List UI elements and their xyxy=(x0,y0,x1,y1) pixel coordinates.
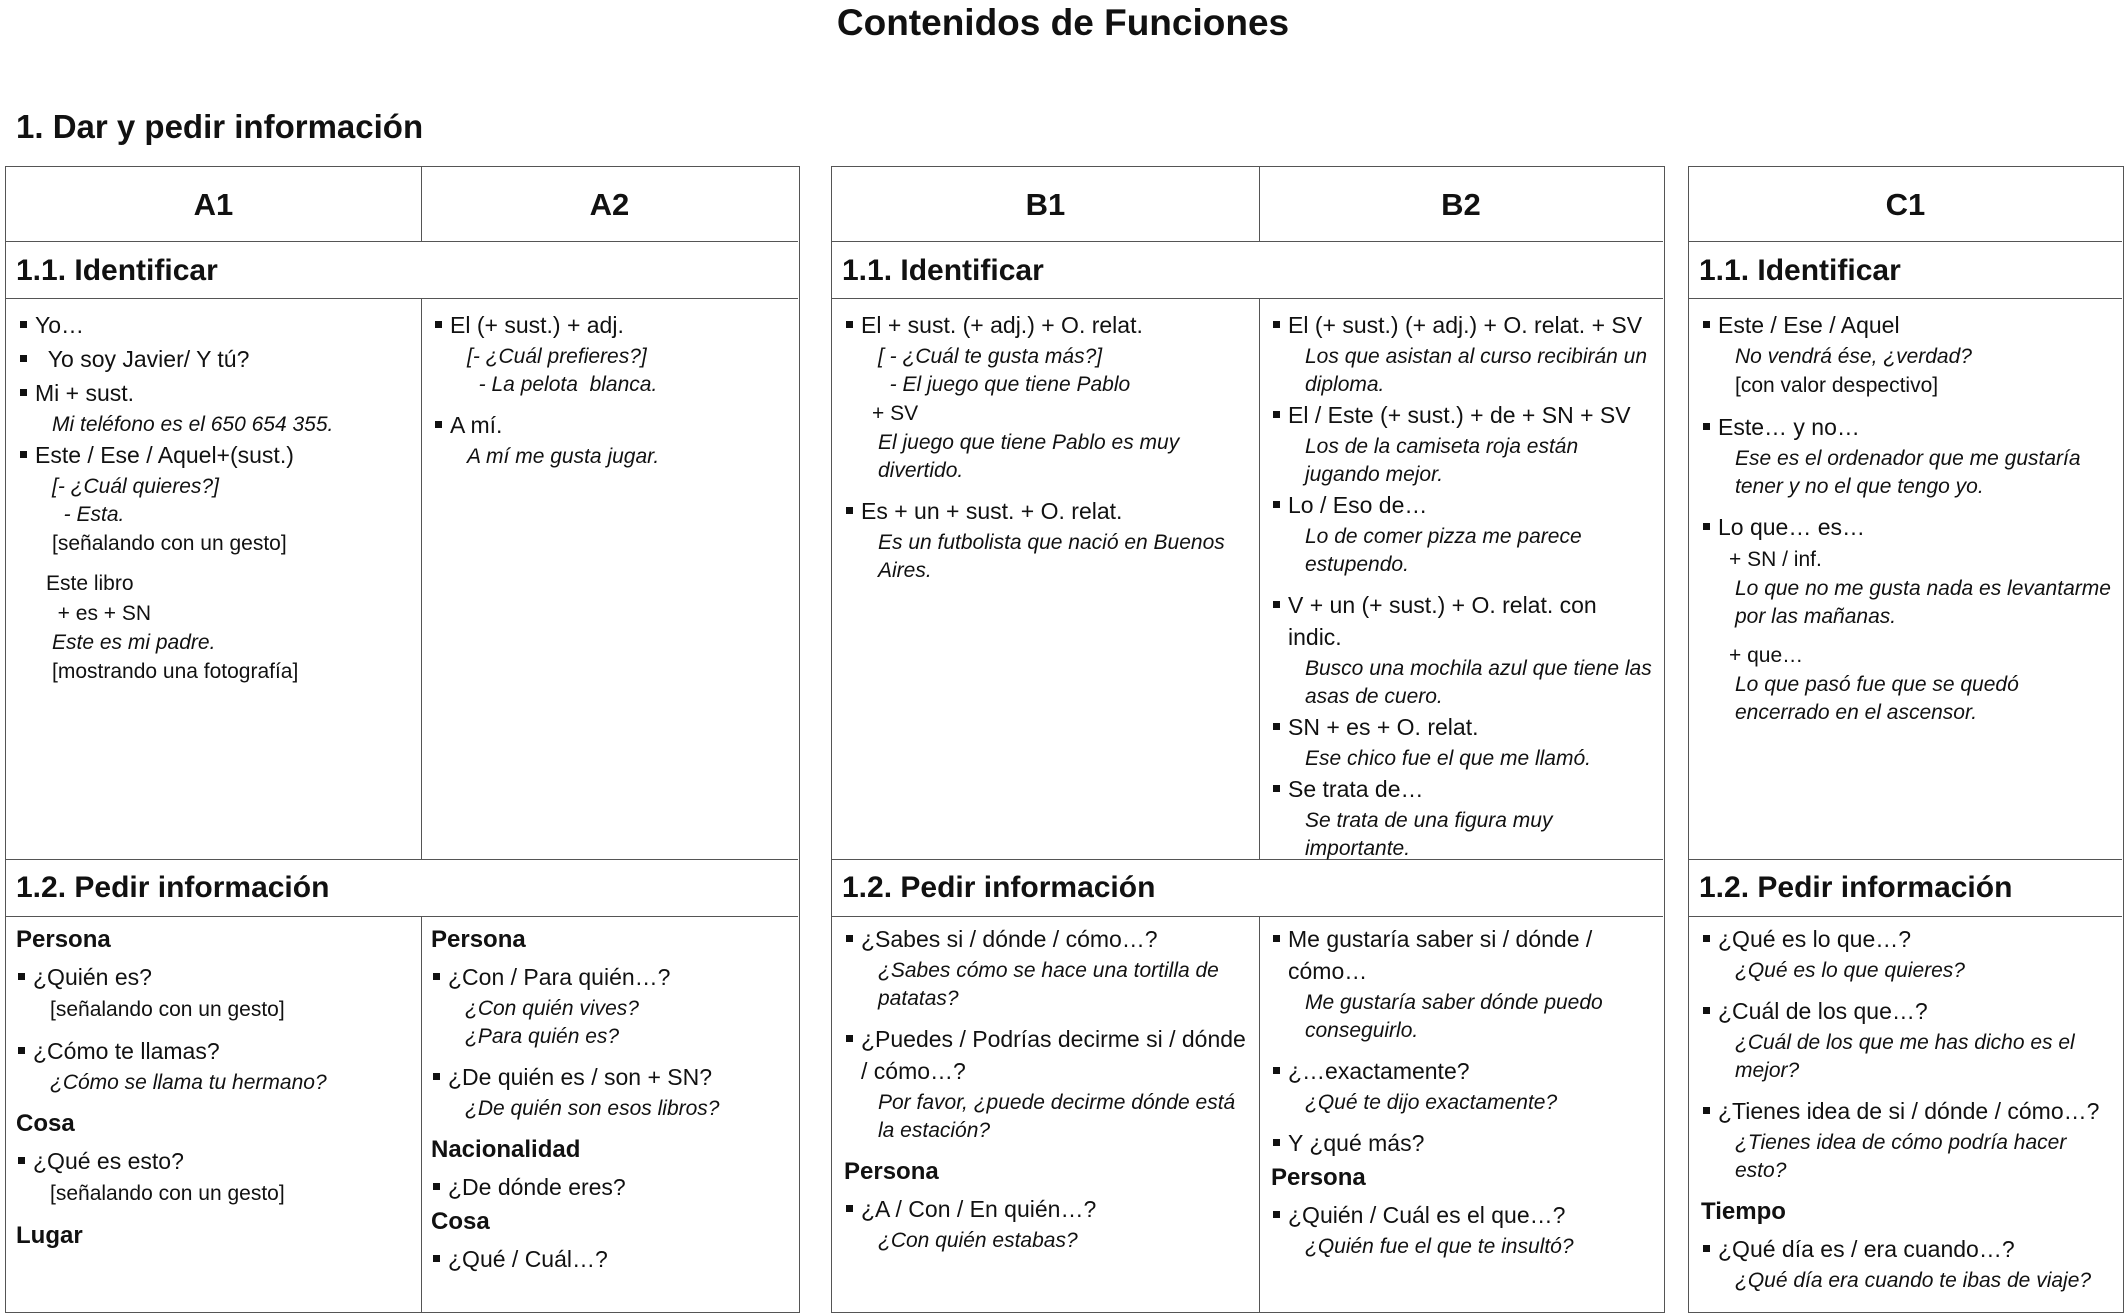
list-item: Este… y no… xyxy=(1701,411,2116,443)
sub-item: + SN / inf. xyxy=(1729,548,1822,571)
sub-item: + SV xyxy=(872,402,919,425)
note-text: [señalando con un gesto] xyxy=(52,532,287,555)
list-item: Me gustaría saber si / dónde / cómo… xyxy=(1271,923,1656,987)
list-item: Se trata de… xyxy=(1271,773,1656,805)
example-text: Busco una mochila azul que tiene las asas de cuero. xyxy=(1305,657,1658,708)
spacer xyxy=(1701,401,2116,411)
subsection-request-b: 1.2. Pedir información xyxy=(832,859,1663,917)
note-text: [mostrando una fotografía] xyxy=(52,660,299,683)
list-item: Mi + sust. xyxy=(18,377,413,409)
example-text: ¿De quién son esos libros? xyxy=(465,1097,720,1120)
document-title: Contenidos de Funciones xyxy=(836,2,1290,43)
example-text: ¿Con quién vives? xyxy=(465,997,639,1020)
sub-item: + es + SN xyxy=(46,602,152,625)
spacer xyxy=(433,399,793,409)
list-item: ¿Qué día es / era cuando…? xyxy=(1701,1233,2116,1265)
spacer xyxy=(1271,1117,1656,1127)
example-text: ¿Cómo se llama tu hermano? xyxy=(50,1071,327,1094)
spacer xyxy=(844,1145,1254,1155)
section-title: 1. Dar y pedir información xyxy=(16,108,424,145)
identify-c1 xyxy=(1701,309,2116,727)
identify-b2 xyxy=(1271,309,1656,863)
table-group-a xyxy=(5,166,800,1313)
category-label: Persona xyxy=(1271,1164,1366,1191)
example-text: El juego que tiene Pablo es muy divertido. xyxy=(878,431,1186,482)
list-item: A mí. xyxy=(433,409,793,441)
subsection-identify-a: 1.1. Identificar xyxy=(6,242,798,299)
example-text: Lo que no me gusta nada es levantarme por las mañanas. xyxy=(1735,577,2117,628)
list-item: Y ¿qué más? xyxy=(1271,1127,1656,1159)
example-text: Ese es el ordenador que me gustaría tener y no el que tengo yo. xyxy=(1735,447,2087,498)
example-text: A mí me gusta jugar. xyxy=(467,445,660,468)
example-text: ¿Quién fue el que te insultó? xyxy=(1305,1235,1574,1258)
request-b2 xyxy=(1271,923,1656,1261)
spacer xyxy=(1701,985,2116,995)
request-a1 xyxy=(16,923,411,1257)
spacer xyxy=(1701,501,2116,511)
divider xyxy=(1259,917,1260,1312)
example-text: [ - ¿Cuál te gusta más?] xyxy=(878,345,1103,368)
spacer xyxy=(1271,1045,1656,1055)
example-text: ¿Sabes cómo se hace una tortilla de patatas? xyxy=(878,959,1225,1010)
example-text: Me gustaría saber dónde puedo conseguirlo. xyxy=(1305,991,1609,1042)
request-c1 xyxy=(1701,923,2116,1295)
list-item: SN + es + O. relat. xyxy=(1271,711,1656,743)
header-b2: B2 xyxy=(1259,167,1663,242)
category-label: Persona xyxy=(844,1158,939,1185)
identify-a1 xyxy=(18,309,413,687)
subsection-identify-c: 1.1. Identificar xyxy=(1689,242,2122,299)
header-a1: A1 xyxy=(6,167,421,242)
list-item: ¿Qué / Cuál…? xyxy=(431,1243,791,1275)
spacer xyxy=(844,1013,1254,1023)
example-text: Este es mi padre. xyxy=(52,631,216,654)
sub-item: + que… xyxy=(1729,644,1804,667)
example-text: ¿Tienes idea de cómo podría hacer esto? xyxy=(1735,1131,2073,1182)
list-item: ¿De dónde eres? xyxy=(431,1171,791,1203)
example-text: - El juego que tiene Pablo xyxy=(878,373,1131,396)
category-label: Tiempo xyxy=(1701,1198,1786,1225)
example-text: No vendrá ése, ¿verdad? xyxy=(1735,345,1972,368)
spacer xyxy=(16,1025,411,1035)
list-item: ¿A / Con / En quién…? xyxy=(844,1193,1254,1225)
divider xyxy=(421,917,422,1312)
example-text: [- ¿Cuál prefieres?] xyxy=(467,345,647,368)
spacer xyxy=(16,1209,411,1219)
request-a2 xyxy=(431,923,791,1277)
header-c1: C1 xyxy=(1689,167,2122,242)
identify-a2 xyxy=(433,309,793,471)
example-text: Por favor, ¿puede decirme dónde está la estación? xyxy=(878,1091,1242,1142)
sub-item: Este libro xyxy=(46,572,134,595)
spacer xyxy=(844,485,1254,495)
list-item: ¿Sabes si / dónde / cómo…? xyxy=(844,923,1254,955)
header-a2: A2 xyxy=(421,167,798,242)
list-item: Este / Ese / Aquel xyxy=(1701,309,2116,341)
list-item: ¿Cómo te llamas? xyxy=(16,1035,411,1067)
divider xyxy=(421,167,422,242)
list-item: Yo soy Javier/ Y tú? xyxy=(18,343,413,375)
spacer xyxy=(1271,579,1656,589)
example-text: ¿Para quién es? xyxy=(465,1025,620,1048)
list-item: El (+ sust.) + adj. xyxy=(433,309,793,341)
list-item: Es + un + sust. + O. relat. xyxy=(844,495,1254,527)
list-item: ¿Qué es lo que…? xyxy=(1701,923,2116,955)
category-label: Nacionalidad xyxy=(431,1136,581,1163)
category-label: Lugar xyxy=(16,1222,83,1249)
example-text: ¿Cuál de los que me has dicho es el mejor? xyxy=(1735,1031,2081,1082)
list-item: El (+ sust.) (+ adj.) + O. relat. + SV xyxy=(1271,309,1656,341)
example-text: - Esta. xyxy=(52,503,125,526)
category-label: Persona xyxy=(431,926,526,953)
divider xyxy=(1259,167,1260,242)
spacer xyxy=(18,559,413,569)
category-label: Cosa xyxy=(431,1208,490,1235)
subsection-request-a: 1.2. Pedir información xyxy=(6,859,798,917)
example-text: Se trata de una figura muy importante. xyxy=(1305,809,1559,860)
list-item: El / Este (+ sust.) + de + SN + SV xyxy=(1271,399,1656,431)
list-item: ¿Qué es esto? xyxy=(16,1145,411,1177)
example-text: ¿Qué te dijo exactamente? xyxy=(1305,1091,1558,1114)
header-b1: B1 xyxy=(832,167,1259,242)
list-item: Yo… xyxy=(18,309,413,341)
spacer xyxy=(1701,1085,2116,1095)
table-group-c xyxy=(1688,166,2124,1313)
list-item: Este / Ese / Aquel+(sust.) xyxy=(18,439,413,471)
example-text: ¿Qué es lo que quieres? xyxy=(1735,959,1965,982)
divider xyxy=(1259,299,1260,859)
example-text: ¿Qué día era cuando te ibas de viaje? xyxy=(1735,1269,2092,1292)
category-label: Cosa xyxy=(16,1110,75,1137)
spacer xyxy=(431,1051,791,1061)
note-text: [señalando con un gesto] xyxy=(50,998,285,1021)
spacer xyxy=(431,1123,791,1133)
table-group-b xyxy=(831,166,1665,1313)
note-text: [señalando con un gesto] xyxy=(50,1182,285,1205)
list-item: Lo / Eso de… xyxy=(1271,489,1656,521)
identify-b1 xyxy=(844,309,1254,585)
request-b1 xyxy=(844,923,1254,1255)
list-item: ¿…exactamente? xyxy=(1271,1055,1656,1087)
spacer xyxy=(1701,631,2116,641)
example-text: Los de la camiseta roja están jugando mejor. xyxy=(1305,435,1584,486)
list-item: Lo que… es… xyxy=(1701,511,2116,543)
example-text: [- ¿Cuál quieres?] xyxy=(52,475,219,498)
category-label: Persona xyxy=(16,926,111,953)
divider xyxy=(421,299,422,859)
list-item: El + sust. (+ adj.) + O. relat. xyxy=(844,309,1254,341)
example-text: Es un futbolista que nació en Buenos Aires. xyxy=(878,531,1230,582)
spacer xyxy=(1701,1185,2116,1195)
list-item: ¿Quién es? xyxy=(16,961,411,993)
example-text: Lo que pasó fue que se quedó encerrado en el ascensor. xyxy=(1735,673,2025,724)
list-item: V + un (+ sust.) + O. relat. con indic. xyxy=(1271,589,1656,653)
example-text: Ese chico fue el que me llamó. xyxy=(1305,747,1591,770)
list-item: ¿Quién / Cuál es el que…? xyxy=(1271,1199,1656,1231)
subsection-request-c: 1.2. Pedir información xyxy=(1689,859,2122,917)
example-text: ¿Con quién estabas? xyxy=(878,1229,1078,1252)
spacer xyxy=(16,1097,411,1107)
example-text: Lo de comer pizza me parece estupendo. xyxy=(1305,525,1588,576)
example-text: Los que asistan al curso recibirán un diploma. xyxy=(1305,345,1653,396)
list-item: ¿Puedes / Podrías decirme si / dónde / cómo…? xyxy=(844,1023,1254,1087)
note-text: [con valor despectivo] xyxy=(1735,374,1939,397)
list-item: ¿Tienes idea de si / dónde / cómo…? xyxy=(1701,1095,2116,1127)
subsection-identify-b: 1.1. Identificar xyxy=(832,242,1663,299)
list-item: ¿De quién es / son + SN? xyxy=(431,1061,791,1093)
example-text: - La pelota blanca. xyxy=(467,373,658,396)
list-item: ¿Cuál de los que…? xyxy=(1701,995,2116,1027)
example-text: Mi teléfono es el 650 654 355. xyxy=(52,413,334,436)
list-item: ¿Con / Para quién…? xyxy=(431,961,791,993)
